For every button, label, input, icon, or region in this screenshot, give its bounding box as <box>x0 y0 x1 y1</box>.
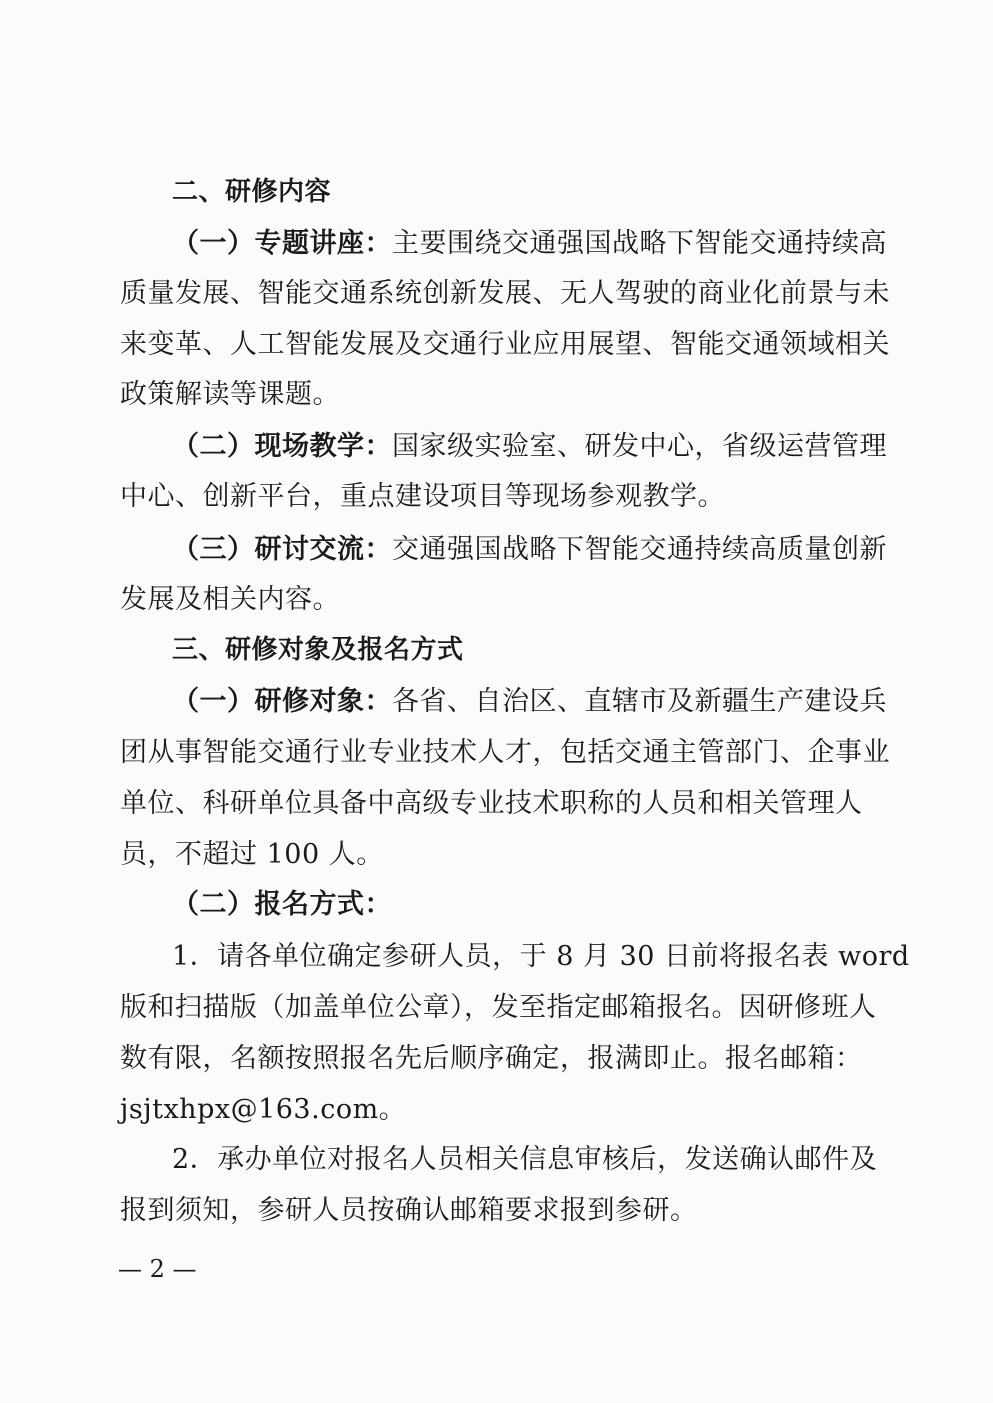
item-lead: （一）专题讲座： <box>172 228 392 259</box>
email-address: jsjtxhpx@163.com。 <box>120 1094 407 1125</box>
item-lead: （三）研讨交流： <box>172 534 392 565</box>
paragraph-line <box>172 227 887 261</box>
item-text: 国家级实验室、研发中心，省级运营管理 <box>392 431 887 462</box>
item-text: 主要围绕交通强国战略下智能交通持续高 <box>392 228 887 259</box>
paragraph-line <box>172 533 887 567</box>
paragraph-line: 来变革、人工智能发展及交通行业应用展望、智能交通领域相关 <box>120 329 890 360</box>
paragraph-line <box>172 888 392 922</box>
paragraph-line: 质量发展、智能交通系统创新发展、无人驾驶的商业化前景与未 <box>120 278 890 309</box>
paragraph-line <box>172 430 887 464</box>
paragraph-line: 团从事智能交通行业专业技术人才，包括交通主管部门、企事业 <box>120 737 890 768</box>
item-lead: （二）现场教学： <box>172 431 392 462</box>
page-number: — 2 — <box>118 1255 197 1283</box>
section-heading-3: 三、研修对象及报名方式 <box>172 635 464 665</box>
paragraph-line: 员，不超过 100 人。 <box>120 839 384 870</box>
section-heading-2: 二、研修内容 <box>172 177 332 207</box>
paragraph-line: 单位、科研单位具备中高级专业技术职称的人员和相关管理人 <box>120 788 863 819</box>
paragraph-line: 中心、创新平台，重点建设项目等现场参观教学。 <box>120 481 725 512</box>
paragraph-line <box>172 685 887 719</box>
paragraph-line: 1．请各单位确定参研人员，于 8 月 30 日前将报名表 word <box>172 941 910 972</box>
paragraph-line: 政策解读等课题。 <box>120 379 340 410</box>
item-lead: （二）报名方式： <box>172 889 392 920</box>
paragraph-line: 数有限，名额按照报名先后顺序确定，报满即止。报名邮箱： <box>120 1043 863 1074</box>
paragraph-line: 发展及相关内容。 <box>120 584 340 615</box>
paragraph-line: 2．承办单位对报名人员相关信息审核后，发送确认邮件及 <box>172 1144 878 1175</box>
item-lead: （一）研修对象： <box>172 686 392 717</box>
item-text: 交通强国战略下智能交通持续高质量创新 <box>392 534 887 565</box>
item-text: 各省、自治区、直辖市及新疆生产建设兵 <box>392 686 887 717</box>
paragraph-line: 版和扫描版（加盖单位公章），发至指定邮箱报名。因研修班人 <box>120 992 877 1023</box>
paragraph-line: 报到须知，参研人员按确认邮箱要求报到参研。 <box>120 1195 698 1226</box>
